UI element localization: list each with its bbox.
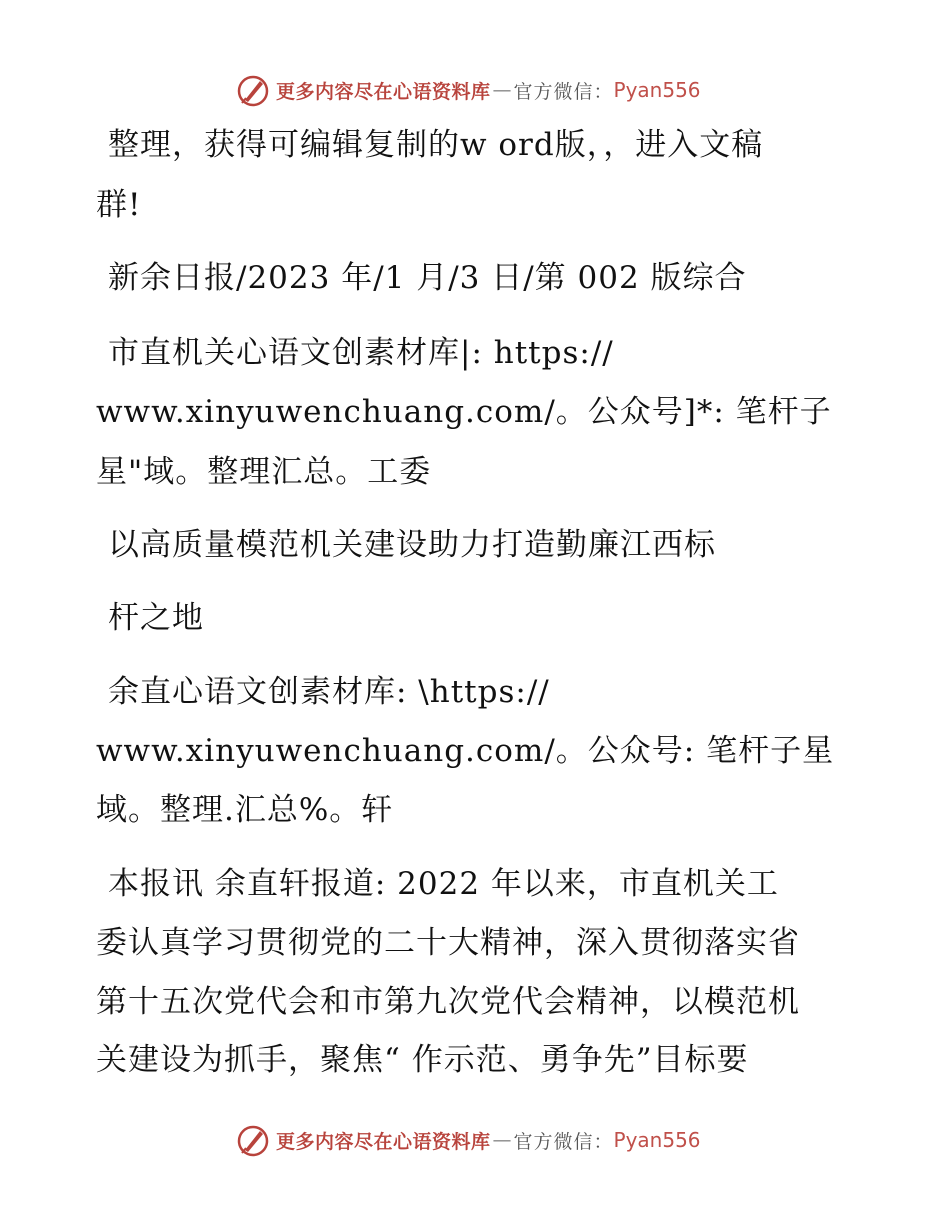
text-line: 群! bbox=[96, 187, 142, 223]
feather-pen-logo-icon bbox=[236, 73, 270, 107]
text-line: 整理，获得可编辑复制的w ord版，，进入文稿 bbox=[108, 127, 764, 163]
text-line: 委认真学习贯彻党的二十大精神，深入贯彻落实省 bbox=[96, 925, 800, 961]
text-line: 余直心语文创素材库: \https:// bbox=[108, 674, 550, 710]
feather-pen-logo-icon bbox=[236, 1123, 270, 1157]
text-line: 域。整理.汇总%。轩 bbox=[96, 792, 394, 828]
banner-wechat-id: Pyan556 bbox=[613, 78, 701, 102]
text-line: 星"域。整理汇总。工委 bbox=[96, 454, 432, 490]
banner-text: 更多内容尽在心语资料库 bbox=[276, 80, 491, 103]
banner-text: 更多内容尽在心语资料库 bbox=[276, 1130, 491, 1153]
text-line: 市直机关心语文创素材库|: https:// bbox=[108, 335, 614, 371]
banner-official-label: 官方微信： bbox=[513, 1130, 614, 1153]
banner-official-label: 官方微信： bbox=[513, 80, 614, 103]
banner-wechat-id: Pyan556 bbox=[613, 1128, 701, 1152]
text-line: www.xinyuwenchuang.com/。公众号: 笔杆子星 bbox=[96, 733, 835, 769]
header-watermark-banner bbox=[236, 72, 701, 108]
text-line: 新余日报/2023 年/1 月/3 日/第 002 版综合 bbox=[108, 260, 747, 296]
text-line: www.xinyuwenchuang.com/。公众号]*: 笔杆子 bbox=[96, 394, 832, 430]
footer-watermark-banner bbox=[236, 1122, 701, 1158]
text-line: 以高质量模范机关建设助力打造勤廉江西标 bbox=[108, 527, 716, 563]
text-line: 第十五次党代会和市第九次党代会精神，以模范机 bbox=[96, 984, 800, 1020]
banner-separator: — bbox=[492, 79, 512, 101]
text-line: 关建设为抓手，聚焦“ 作示范、勇争先”目标要 bbox=[96, 1042, 749, 1078]
text-line: 杆之地 bbox=[108, 600, 204, 636]
text-line: 本报讯 余直轩报道: 2022 年以来，市直机关工 bbox=[108, 866, 779, 902]
banner-separator: — bbox=[492, 1129, 512, 1151]
